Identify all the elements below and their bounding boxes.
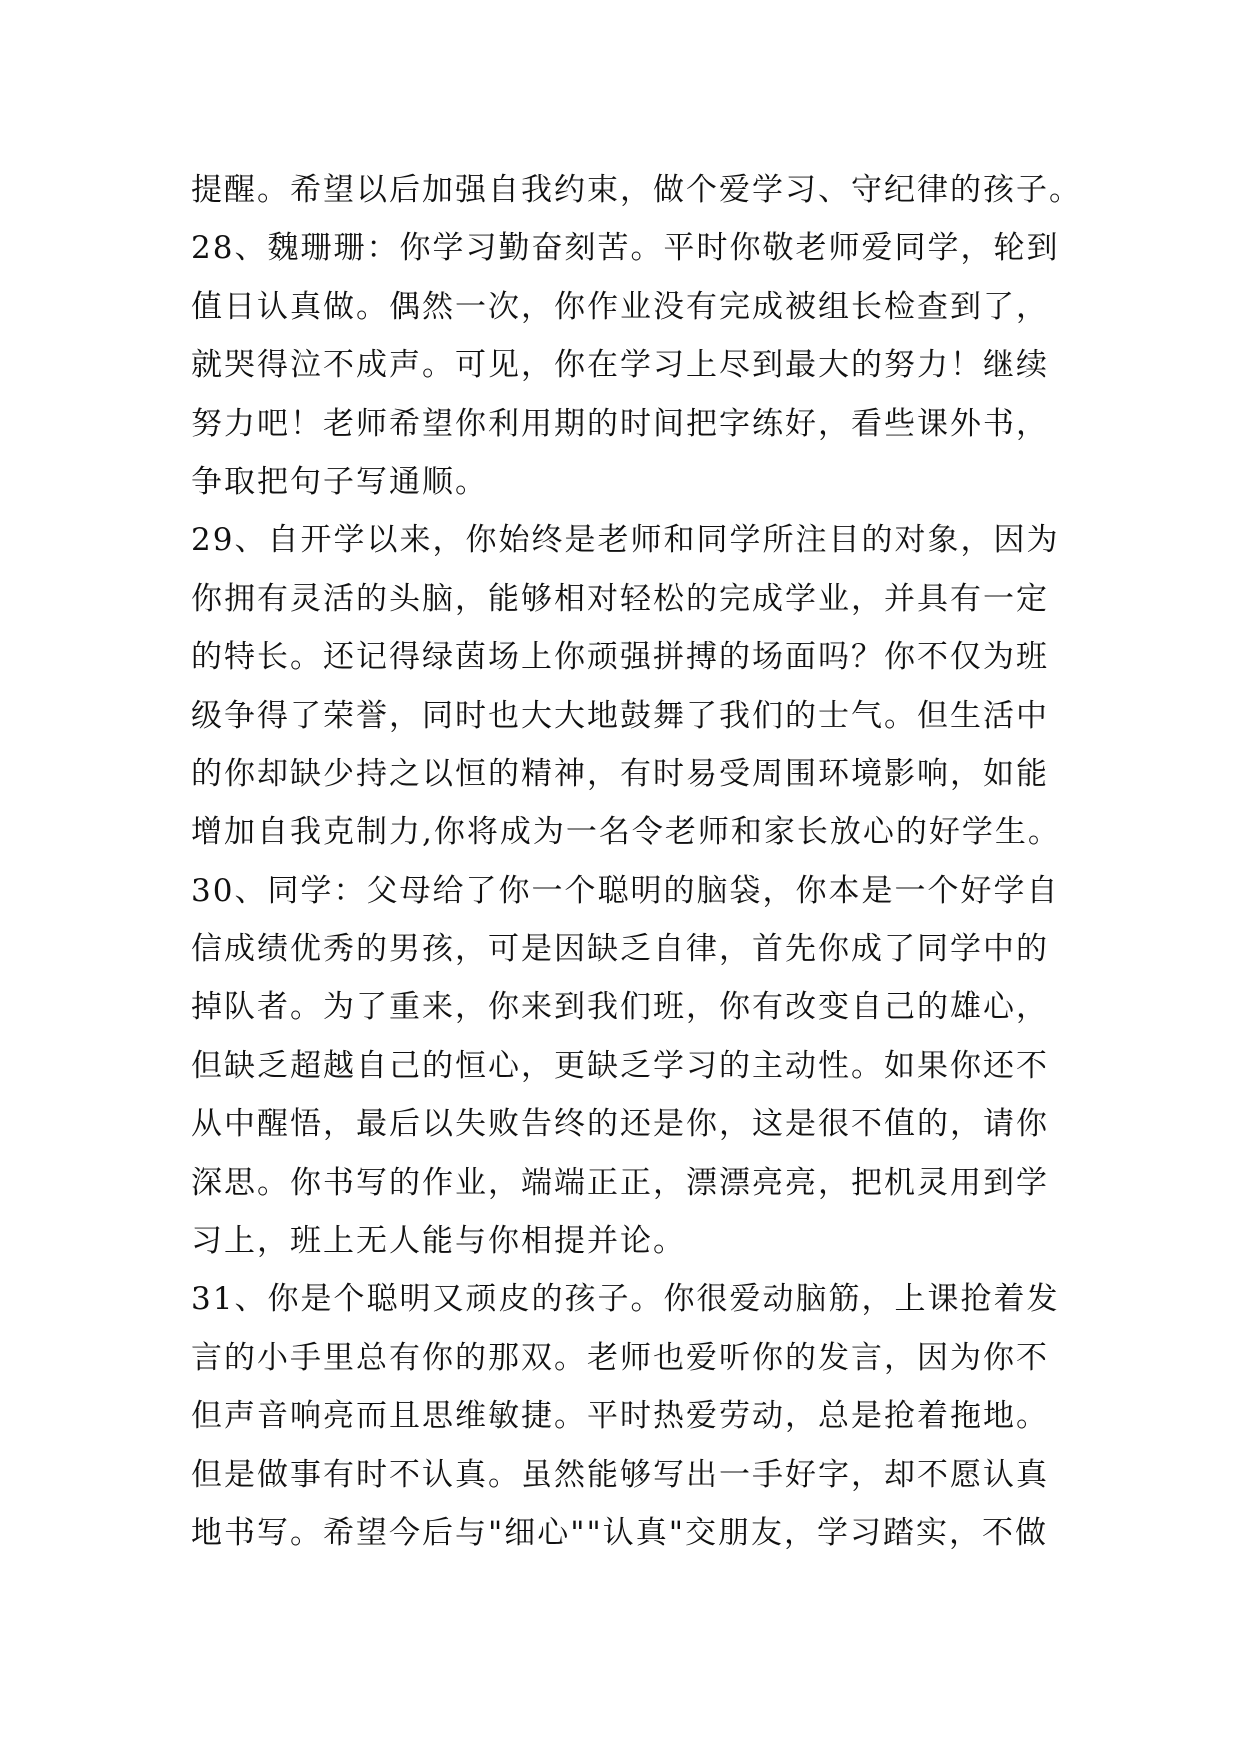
text-line: 努力吧！老师希望你利用期的时间把字练好，看些课外书，: [191, 405, 1049, 442]
text-line: 从中醒悟，最后以失败告终的还是你，这是很不值的，请你: [191, 1106, 1049, 1143]
text-line: 信成绩优秀的男孩，可是因缺乏自律，首先你成了同学中的: [191, 931, 1049, 968]
text-line: 30、同学：父母给了你一个聪明的脑袋，你本是一个好学自: [191, 872, 1060, 909]
text-line: 深思。你书写的作业，端端正正，漂漂亮亮，把机灵用到学: [191, 1164, 1049, 1201]
text-line: 29、自开学以来，你始终是老师和同学所注目的对象，因为: [191, 522, 1060, 559]
text-line: 争取把句子写通顺。: [191, 463, 488, 500]
text-line: 言的小手里总有你的那双。老师也爱听你的发言，因为你不: [191, 1339, 1049, 1376]
text-line: 掉队者。为了重来，你来到我们班，你有改变自己的雄心，: [191, 989, 1049, 1026]
text-line: 但声音响亮而且思维敏捷。平时热爱劳动，总是抢着拖地。: [191, 1398, 1049, 1435]
text-line: 级争得了荣誉，同时也大大地鼓舞了我们的士气。但生活中: [191, 697, 1049, 734]
text-line: 的你却缺少持之以恒的精神，有时易受周围环境影响，如能: [191, 755, 1049, 792]
text-line: 但是做事有时不认真。虽然能够写出一手好字，却不愿认真: [191, 1456, 1049, 1493]
text-line: 提醒。希望以后加强自我约束，做个爱学习、守纪律的孩子。: [191, 172, 1082, 208]
text-line: 地书写。希望今后与"细心""认真"交朋友，学习踏实，不做: [191, 1514, 1049, 1551]
text-line: 31、你是个聪明又顽皮的孩子。你很爱动脑筋，上课抢着发: [191, 1281, 1060, 1318]
body-text: [191, 161, 1082, 1562]
text-line: 但缺乏超越自己的恒心，更缺乏学习的主动性。如果你还不: [191, 1047, 1049, 1084]
text-line: 28、魏珊珊：你学习勤奋刻苦。平时你敬老师爱同学，轮到: [191, 230, 1060, 267]
text-line: 你拥有灵活的头脑，能够相对轻松的完成学业，并具有一定: [191, 580, 1049, 617]
text-line: 的特长。还记得绿茵场上你顽强拼搏的场面吗？你不仅为班: [191, 639, 1049, 676]
text-line: 增加自我克制力,你将成为一名令老师和家长放心的好学生。: [191, 814, 1061, 851]
text-line: 习上，班上无人能与你相提并论。: [191, 1223, 686, 1260]
text-line: 值日认真做。偶然一次，你作业没有完成被组长检查到了，: [191, 288, 1049, 325]
text-line: 就哭得泣不成声。可见，你在学习上尽到最大的努力！继续: [191, 347, 1049, 384]
